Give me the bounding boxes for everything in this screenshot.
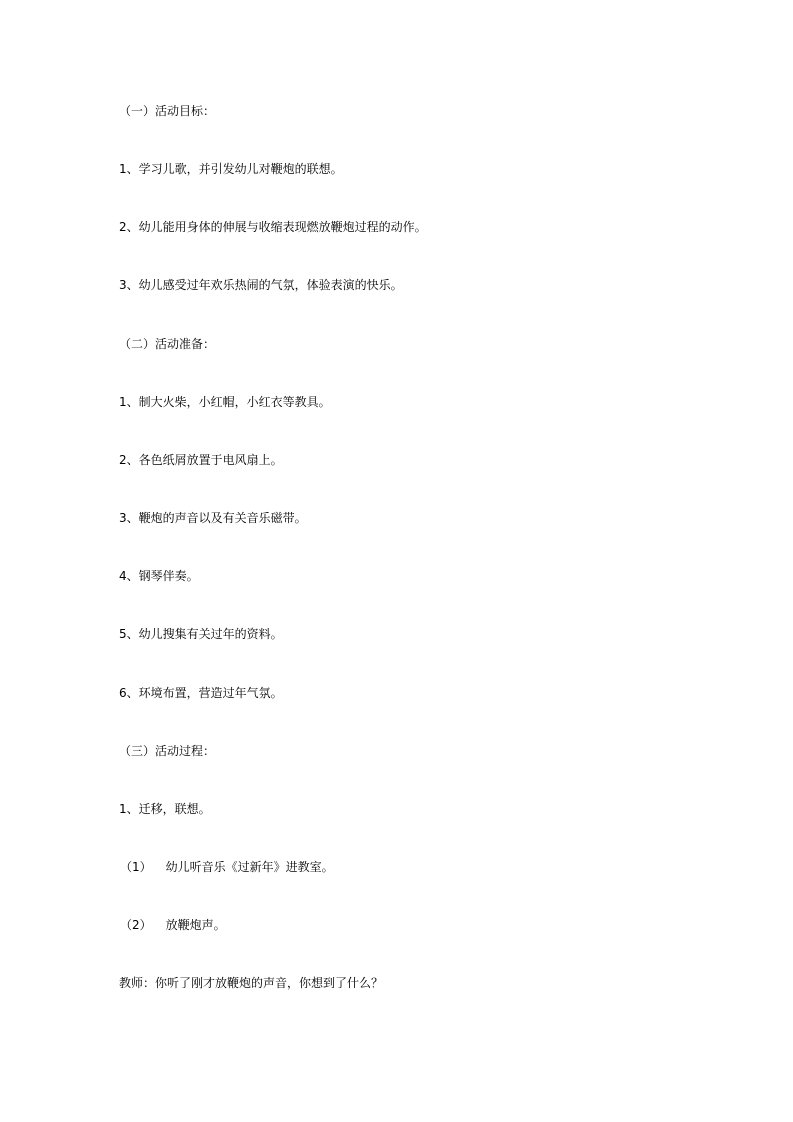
sub-item-marker: （2） <box>120 918 152 932</box>
section-2-title: （二）活动准备： <box>119 337 216 351</box>
sub-item-text: 幼儿听音乐《过新年》进教室。 <box>165 860 334 874</box>
prep-item-3: 3、鞭炮的声音以及有关音乐磁带。 <box>119 511 307 525</box>
goal-item-3: 3、幼儿感受过年欢乐热闹的气氛，体验表演的快乐。 <box>119 278 403 292</box>
goal-item-1: 1、学习儿歌，并引发幼儿对鞭炮的联想。 <box>119 162 343 176</box>
prep-item-5: 5、幼儿搜集有关过年的资料。 <box>119 627 283 641</box>
prep-item-6: 6、环境布置，营造过年气氛。 <box>119 686 283 700</box>
section-3-title: （三）活动过程： <box>119 744 216 758</box>
sub-item-marker: （1） <box>120 860 152 874</box>
prep-item-1: 1、制大火柴，小红帽，小红衣等教具。 <box>119 395 331 409</box>
process-sub-item-2 <box>120 917 226 933</box>
process-sub-item-1 <box>120 859 334 875</box>
process-step-1: 1、迁移，联想。 <box>119 802 211 816</box>
sub-item-text: 放鞭炮声。 <box>165 918 226 932</box>
section-1-title: （一）活动目标： <box>119 104 216 118</box>
teacher-dialogue: 教师：你听了刚才放鞭炮的声音，你想到了什么？ <box>119 976 384 990</box>
prep-item-2: 2、各色纸屑放置于电风扇上。 <box>119 453 283 467</box>
prep-item-4: 4、钢琴伴奏。 <box>119 569 199 583</box>
goal-item-2: 2、幼儿能用身体的伸展与收缩表现燃放鞭炮过程的动作。 <box>119 220 427 234</box>
